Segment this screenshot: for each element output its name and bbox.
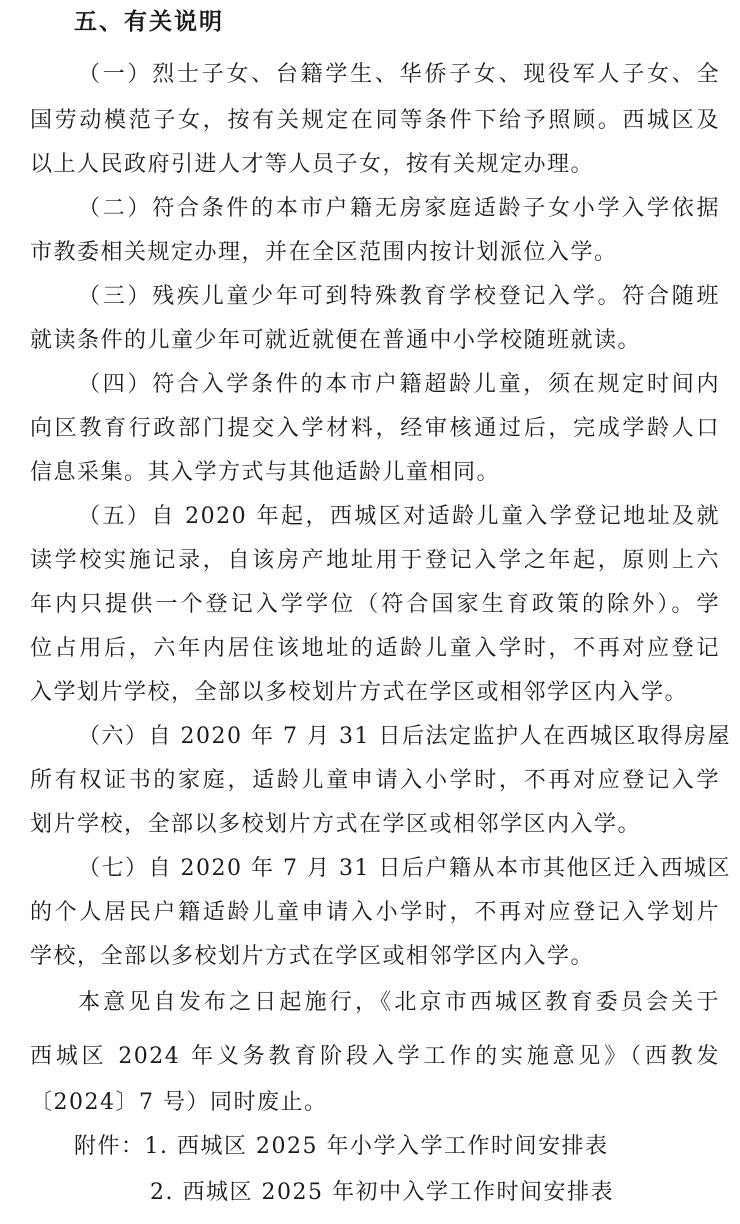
paragraph-7-line-2: 的个人居民户籍适龄儿童申请入小学时，不再对应登记入学划片: [30, 900, 720, 925]
paragraph-7-line-3: 学校，全部以多校划片方式在学区或相邻学区内入学。: [30, 944, 595, 969]
paragraph-3-line-1: （三）残疾儿童少年可到特殊教育学校登记入学。符合随班: [78, 284, 720, 309]
paragraph-5-line-3: 年内只提供一个登记入学学位（符合国家生育政策的除外）。学: [30, 592, 720, 617]
paragraph-1-line-3: 以上人民政府引进人才等人员子女，按有关规定办理。: [30, 152, 595, 177]
paragraph-8-line-2: 西城区 2024 年义务教育阶段入学工作的实施意见》（西教发: [30, 1044, 720, 1069]
paragraph-1-line-1: （一）烈士子女、台籍学生、华侨子女、现役军人子女、全: [78, 62, 720, 87]
section-heading: 五、有关说明: [74, 9, 224, 35]
paragraph-5-line-2: 读学校实施记录，自该房产地址用于登记入学之年起，原则上六: [30, 548, 720, 573]
paragraph-7-line-1: （七）自 2020 年 7 月 31 日后户籍从本市其他区迁入西城区: [78, 856, 731, 881]
attachment-line-2: 2. 西城区 2025 年初中入学工作时间安排表: [150, 1180, 614, 1205]
paragraph-6-line-3: 划片学校，全部以多校划片方式在学区或相邻学区内入学。: [30, 812, 642, 837]
paragraph-1-line-2: 国劳动模范子女，按有关规定在同等条件下给予照顾。西城区及: [30, 108, 720, 133]
paragraph-4-line-2: 向区教育行政部门提交入学材料，经审核通过后，完成学龄人口: [30, 416, 720, 441]
paragraph-5-line-5: 入学划片学校，全部以多校划片方式在学区或相邻学区内入学。: [30, 680, 689, 705]
paragraph-2-line-2: 市教委相关规定办理，并在全区范围内按计划派位入学。: [30, 240, 618, 265]
paragraph-6-line-2: 所有权证书的家庭，适龄儿童申请入小学时，不再对应登记入学: [30, 768, 720, 793]
paragraph-4-line-1: （四）符合入学条件的本市户籍超龄儿童，须在规定时间内: [78, 372, 720, 397]
paragraph-3-line-2: 就读条件的儿童少年可就近就便在普通中小学校随班就读。: [30, 328, 642, 353]
paragraph-5-line-4: 位占用后，六年内居住该地址的适龄儿童入学时，不再对应登记: [30, 636, 720, 661]
paragraph-2-line-1: （二）符合条件的本市户籍无房家庭适龄子女小学入学依据: [78, 196, 720, 221]
paragraph-8-line-1: 本意见自发布之日起施行，《北京市西城区教育委员会关于: [78, 990, 720, 1015]
paragraph-4-line-3: 信息采集。其入学方式与其他适龄儿童相同。: [30, 460, 501, 485]
paragraph-6-line-1: （六）自 2020 年 7 月 31 日后法定监护人在西城区取得房屋: [78, 724, 731, 749]
paragraph-5-line-1: （五）自 2020 年起，西城区对适龄儿童入学登记地址及就: [78, 504, 720, 529]
attachment-line-1: 附件：1. 西城区 2025 年小学入学工作时间安排表: [74, 1134, 609, 1159]
paragraph-8-line-3: 〔2024〕7 号）同时废止。: [30, 1090, 328, 1115]
